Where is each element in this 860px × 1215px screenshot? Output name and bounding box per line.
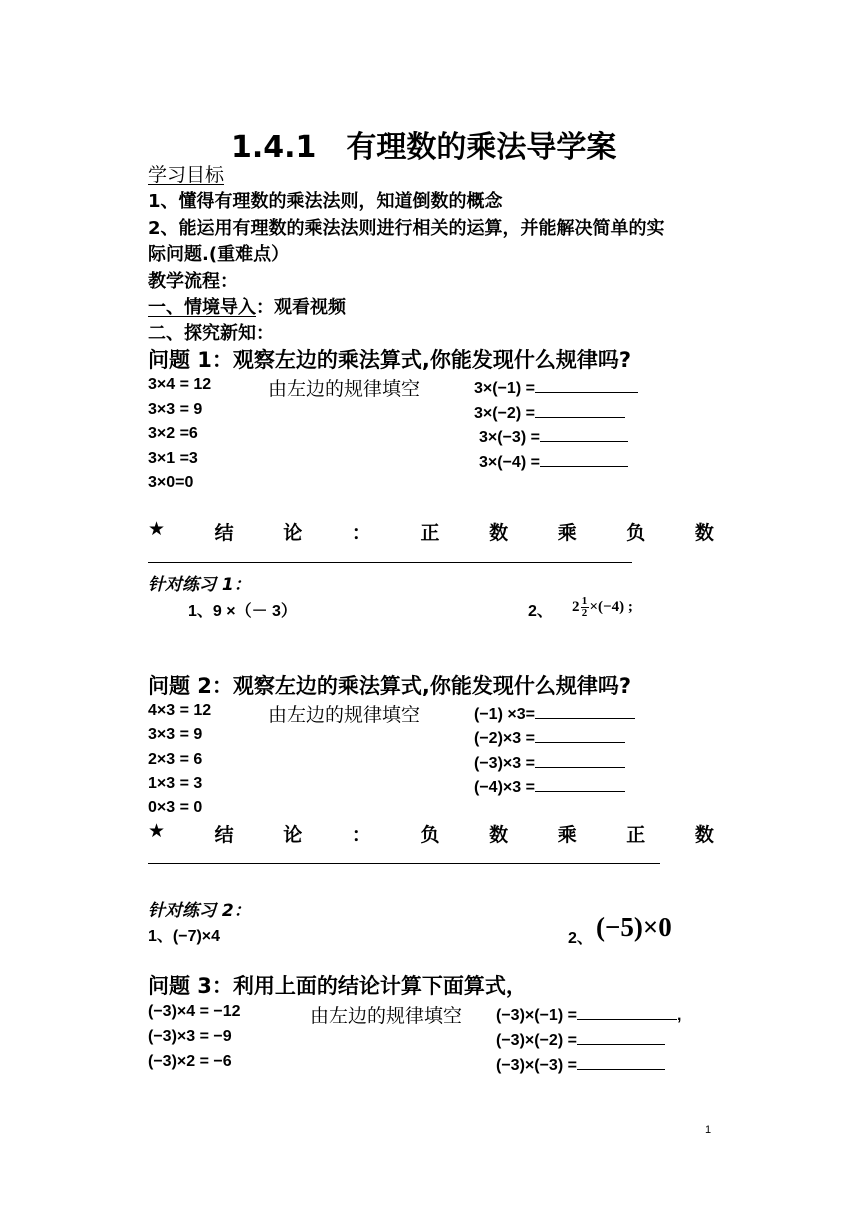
q3-right-1-suffix: ,: [676, 1007, 682, 1024]
answer-blank[interactable]: [535, 401, 625, 418]
q2-right-4-expr: (−4)×3 =: [474, 779, 535, 796]
conclusion-char: 正: [420, 522, 440, 544]
flow-step-1-label: 一、情境导入: [148, 297, 256, 318]
q1-right-2: [474, 401, 625, 423]
q2-right-1: [474, 702, 635, 724]
conclusion-char: ：: [351, 824, 371, 846]
mixed-whole: 2: [572, 598, 580, 615]
q1-right-2-expr: 3×(−2) =: [474, 405, 535, 422]
fraction-numerator: 1: [581, 595, 588, 607]
q1-conclusion: [148, 518, 714, 545]
answer-blank[interactable]: [577, 1003, 677, 1020]
goal-item-2-line-1: 2、能运用有理数的乘法法则进行相关的运算，并能解决简单的实: [148, 218, 665, 239]
conclusion-char: 正: [626, 824, 646, 846]
q2-right-3-expr: (−3)×3 =: [474, 755, 535, 772]
q3-right-2: [496, 1028, 665, 1050]
answer-blank[interactable]: [577, 1028, 665, 1045]
q1-left-3: 3×2 =6: [148, 425, 198, 442]
q1-left-2: 3×3 = 9: [148, 401, 203, 418]
q2-left-2: 3×3 = 9: [148, 726, 203, 743]
q1-right-3: [479, 425, 628, 447]
practice-1-item-2-expr: [572, 596, 633, 619]
q2-conclusion: [148, 820, 714, 847]
q1-left-1: 3×4 = 12: [148, 376, 212, 393]
q2-left-4: 1×3 = 3: [148, 775, 203, 792]
q3-right-3-expr: (−3)×(−3) =: [496, 1057, 577, 1074]
answer-blank[interactable]: [535, 775, 625, 792]
flow-step-1: [148, 293, 346, 319]
q2-right-4: [474, 775, 625, 797]
page-number: 1: [705, 1124, 712, 1136]
practice-2-item-2-label: 2、: [568, 930, 593, 947]
star-icon: ★: [148, 518, 166, 540]
q3-hint: 由左边的规律填空: [310, 1005, 463, 1027]
star-icon: ★: [148, 820, 166, 842]
answer-blank[interactable]: [577, 1053, 665, 1070]
conclusion-char: 数: [489, 824, 509, 846]
flow-step-1-text: ：观看视频: [256, 297, 346, 318]
q1-left-4: 3×1 =3: [148, 450, 198, 467]
answer-blank[interactable]: [535, 702, 635, 719]
fraction: [581, 596, 589, 619]
conclusion-char: 数: [694, 824, 714, 846]
q1-right-1: [474, 376, 638, 398]
answer-blank[interactable]: [535, 726, 625, 743]
q1-right-3-expr: 3×(−3) =: [479, 429, 540, 446]
goals-heading: 学习目标: [148, 164, 225, 186]
practice-2-item-1: 1、(−7)×4: [148, 928, 221, 945]
question-1-heading: 问题 1：观察左边的乘法算式,你能发现什么规律吗?: [148, 348, 632, 372]
q1-right-4-expr: 3×(−4) =: [479, 454, 540, 471]
q3-left-3: (−3)×2 = −6: [148, 1053, 232, 1070]
conclusion-char: 论: [283, 824, 303, 846]
conclusion-answer-line[interactable]: [148, 863, 660, 864]
q3-right-1-expr: (−3)×(−1) =: [496, 1007, 577, 1024]
fraction-denominator: 2: [581, 607, 588, 619]
flow-heading: 教学流程：: [148, 271, 238, 292]
question-2-heading: 问题 2：观察左边的乘法算式,你能发现什么规律吗?: [148, 674, 632, 698]
q2-right-1-expr: (−1) ×3=: [474, 706, 535, 723]
practice-1-item-1: 1、9 ×（－ 3）: [188, 603, 297, 620]
q1-left-5: 3×0=0: [148, 474, 194, 491]
q3-left-2: (−3)×3 = −9: [148, 1028, 232, 1045]
expr-rest: ×(−4) ;: [589, 598, 633, 615]
goal-item-1: 1、懂得有理数的乘法法则，知道倒数的概念: [148, 191, 503, 212]
practice-2-heading: 针对练习 2：: [148, 901, 251, 921]
flow-step-2: 二、探究新知：: [148, 323, 274, 344]
q2-right-2-expr: (−2)×3 =: [474, 730, 535, 747]
practice-1-heading: 针对练习 1：: [148, 575, 251, 595]
conclusion-char: 数: [489, 522, 509, 544]
q3-right-3: [496, 1053, 665, 1075]
page-title: 1.4.1 有理数的乘法导学案: [231, 130, 617, 165]
q3-right-2-expr: (−3)×(−2) =: [496, 1032, 577, 1049]
conclusion-char: 结: [214, 522, 234, 544]
q1-right-1-expr: 3×(−1) =: [474, 380, 535, 397]
q2-hint: 由左边的规律填空: [268, 704, 421, 726]
q3-left-1: (−3)×4 = −12: [148, 1003, 241, 1020]
q3-right-1: [496, 1003, 681, 1025]
conclusion-char: 论: [283, 522, 303, 544]
q2-left-5: 0×3 = 0: [148, 799, 203, 816]
question-3-heading: 问题 3：利用上面的结论计算下面算式，: [148, 974, 527, 998]
conclusion-char: 负: [420, 824, 440, 846]
q2-left-1: 4×3 = 12: [148, 702, 212, 719]
practice-1-item-2-label: 2、: [528, 603, 553, 620]
conclusion-char: 结: [214, 824, 234, 846]
q2-right-2: [474, 726, 625, 748]
answer-blank[interactable]: [540, 425, 628, 442]
practice-2-item-2-expr: (−5)×0: [596, 912, 672, 942]
conclusion-char: 负: [626, 522, 646, 544]
answer-blank[interactable]: [540, 450, 628, 467]
answer-blank[interactable]: [535, 376, 638, 393]
q1-hint: 由左边的规律填空: [268, 378, 421, 400]
goal-item-2-line-2: 际问题.(重难点）: [148, 244, 290, 265]
conclusion-char: 乘: [557, 522, 577, 544]
answer-blank[interactable]: [535, 751, 625, 768]
conclusion-answer-line[interactable]: [148, 562, 632, 563]
q2-left-3: 2×3 = 6: [148, 751, 203, 768]
conclusion-char: ：: [351, 522, 371, 544]
conclusion-char: 乘: [557, 824, 577, 846]
q1-right-4: [479, 450, 628, 472]
conclusion-char: 数: [694, 522, 714, 544]
q2-right-3: [474, 751, 625, 773]
